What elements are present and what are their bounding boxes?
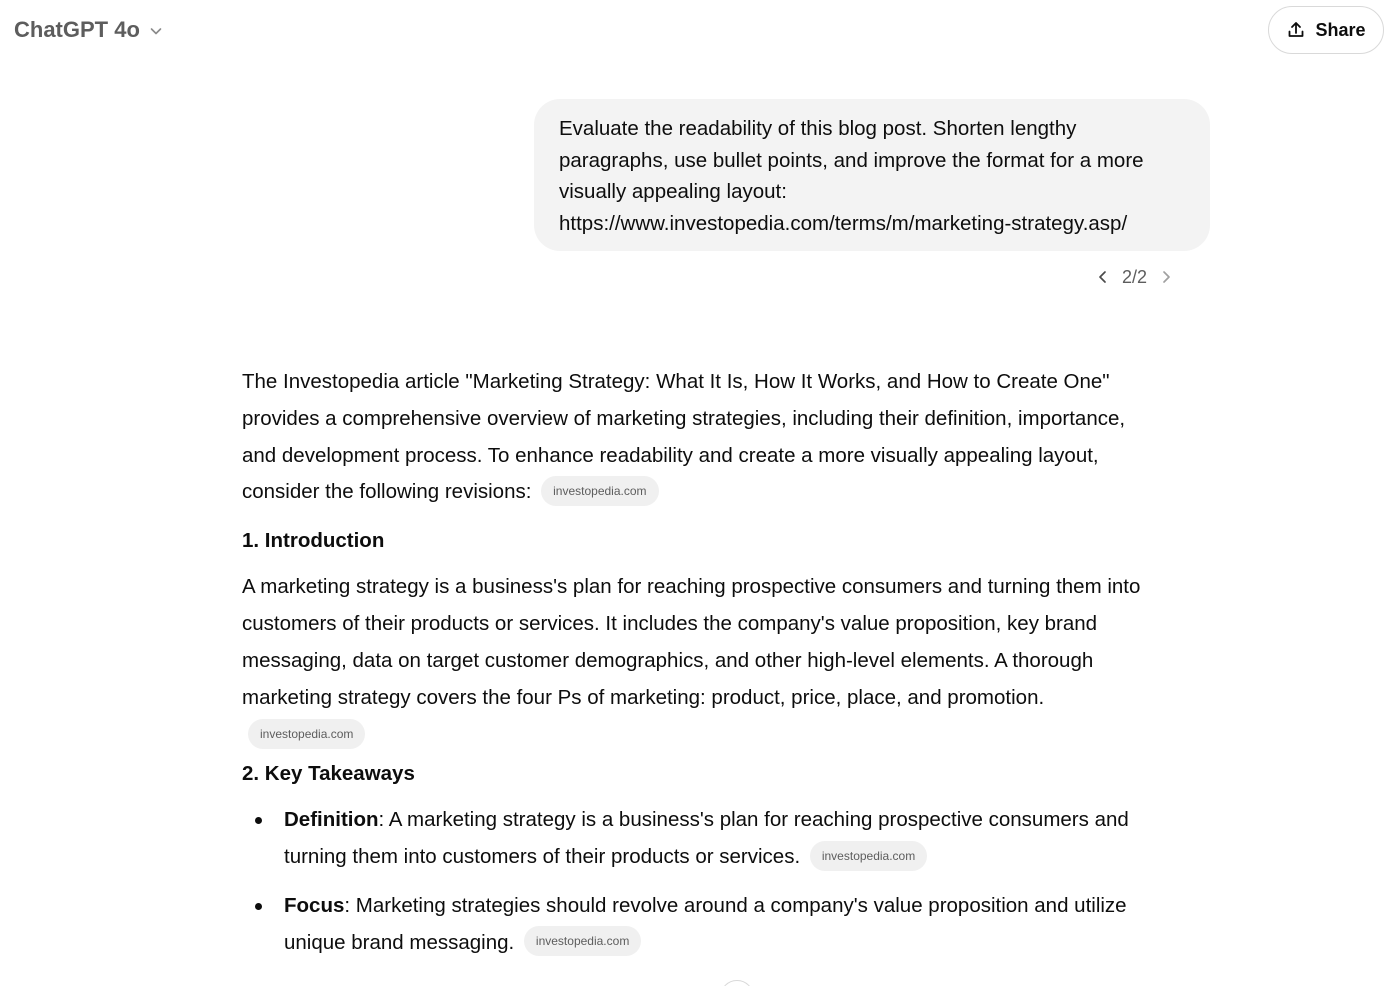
citation-chip[interactable]: investopedia.com (810, 841, 927, 871)
assistant-response (242, 364, 1202, 962)
intro-paragraph (242, 364, 1202, 511)
chevron-right-icon (1157, 268, 1175, 286)
scroll-to-bottom-button[interactable] (720, 980, 754, 986)
section-heading-introduction: 1. Introduction (242, 529, 385, 553)
list-item: Focus: Marketing strategies should revolve around a company's value proposition and utilize unique brand messaging. investopedia.com (284, 888, 1202, 962)
next-version-button[interactable] (1157, 268, 1175, 286)
introduction-paragraph (242, 569, 1202, 754)
intro-line: provides a comprehensive overview of marketing strategies, including their definition, importance, (242, 406, 1126, 430)
paragraph-line: marketing strategy covers the four Ps of marketing: product, price, place, and promotion. (242, 685, 1045, 709)
paragraph-line: customers of their products or services. It includes the company's value proposition, key brand (242, 611, 1098, 635)
user-message-line: Evaluate the readability of this blog post. Shorten lengthy (559, 117, 1077, 140)
share-upload-icon (1286, 20, 1306, 40)
share-label: Share (1315, 19, 1366, 40)
model-name: ChatGPT 4o (14, 17, 140, 42)
version-counter: 2/2 (1122, 266, 1148, 287)
key-takeaways-list (242, 802, 1202, 961)
model-selector[interactable] (14, 14, 164, 46)
user-message-line: visually appealing layout: (559, 180, 787, 204)
paragraph-line: messaging, data on target customer demographics, and other high-level elements. A thorough (242, 648, 1094, 672)
intro-line: consider the following revisions: investopedia.com (242, 474, 1202, 511)
user-message-bubble (534, 99, 1210, 251)
chevron-down-icon (148, 23, 164, 39)
citation-row (242, 716, 1202, 754)
paragraph-line: A marketing strategy is a business's plan for reaching prospective consumers and turning them into (242, 575, 1141, 599)
chevron-left-icon (1094, 268, 1112, 286)
user-message-line: paragraphs, use bullet points, and improve the format for a more (559, 148, 1144, 172)
bullet-term: Definition (284, 808, 379, 832)
list-item: Definition: A marketing strategy is a business's plan for reaching prospective consumers and turning them into customers of their products or services. investopedia.com (284, 802, 1202, 876)
previous-version-button[interactable] (1094, 268, 1112, 286)
citation-chip[interactable]: investopedia.com (524, 926, 641, 956)
intro-line: and development process. To enhance readability and create a more visually appealing layout, (242, 443, 1099, 467)
bullet-term: Focus (284, 893, 345, 917)
message-version-pager (1094, 262, 1175, 292)
section-heading-key-takeaways: 2. Key Takeaways (242, 762, 415, 786)
share-button[interactable] (1268, 6, 1384, 54)
intro-line: The Investopedia article "Marketing Strategy: What It Is, How It Works, and How to Create One" (242, 370, 1110, 393)
citation-chip[interactable]: investopedia.com (541, 476, 658, 506)
user-message-link[interactable]: https://www.investopedia.com/terms/m/marketing-strategy.asp/ (559, 211, 1128, 235)
citation-chip[interactable]: investopedia.com (248, 719, 365, 749)
